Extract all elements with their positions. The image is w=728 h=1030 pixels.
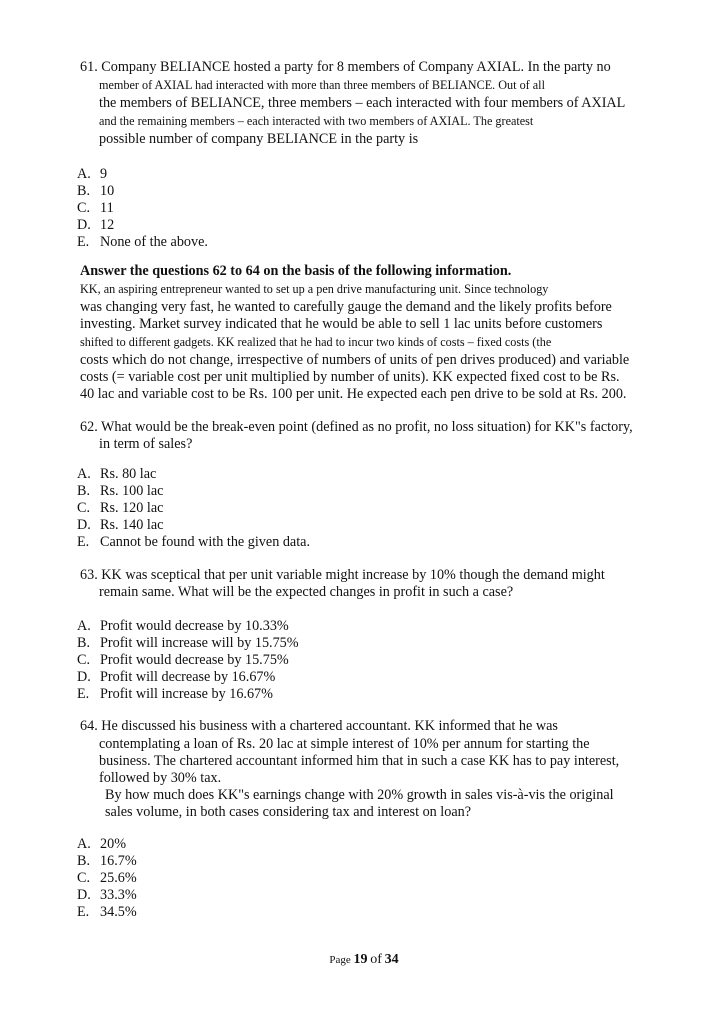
option-text: 34.5% xyxy=(100,904,137,920)
option-letter: C. xyxy=(77,652,91,668)
info-line-4: shifted to different gadgets. KK realized that he had to incur two kinds of costs – fixed costs (the xyxy=(80,335,552,349)
option-text: 12 xyxy=(100,217,115,233)
option-text: Profit will decrease by 16.67% xyxy=(100,669,276,685)
question-64-line-6: sales volume, in both cases considering tax and interest on loan? xyxy=(105,804,472,820)
option-text: Profit would decrease by 15.75% xyxy=(100,652,289,668)
option-text: Rs. 80 lac xyxy=(100,466,157,482)
option-text: Rs. 120 lac xyxy=(100,500,164,516)
option-letter: D. xyxy=(77,887,91,903)
option-text: Rs. 100 lac xyxy=(100,483,164,499)
question-61-line-3: the members of BELIANCE, three members – each interacted with four members of AXIAL xyxy=(99,95,626,111)
option-text: 10 xyxy=(100,183,115,199)
option-letter: C. xyxy=(77,500,91,516)
question-64-line-1: 64. He discussed his business with a chartered accountant. KK informed that he was xyxy=(80,718,558,734)
info-heading: Answer the questions 62 to 64 on the basis of the following information. xyxy=(80,263,512,279)
option-letter: A. xyxy=(77,836,91,852)
option-text: 16.7% xyxy=(100,853,137,869)
info-line-2: was changing very fast, he wanted to carefully gauge the demand and the likely profits before xyxy=(80,299,612,315)
option-text: Rs. 140 lac xyxy=(100,517,164,533)
option-letter: E. xyxy=(77,904,90,920)
question-61-line-2: member of AXIAL had interacted with more than three members of BELIANCE. Out of all xyxy=(99,78,545,92)
option-letter: D. xyxy=(77,517,91,533)
of-label: of xyxy=(370,952,382,967)
option-letter: B. xyxy=(77,183,91,199)
option-letter: A. xyxy=(77,618,91,634)
question-64-line-5: By how much does KK"s earnings change with 20% growth in sales vis-à-vis the original xyxy=(105,787,614,803)
option-letter: A. xyxy=(77,466,91,482)
info-line-7: 40 lac and variable cost to be Rs. 100 per unit. He expected each pen drive to be sold at Rs. 200. xyxy=(80,386,627,402)
info-line-3: investing. Market survey indicated that he would be able to sell 1 lac units before customers xyxy=(80,316,603,332)
info-line-6: costs (= variable cost per unit multiplied by number of units). KK expected fixed cost to be Rs. xyxy=(80,369,620,385)
option-text: 25.6% xyxy=(100,870,137,886)
question-64-line-4: followed by 30% tax. xyxy=(99,770,222,786)
option-letter: C. xyxy=(77,200,91,216)
option-letter: C. xyxy=(77,870,91,886)
option-text: Profit will increase will by 15.75% xyxy=(100,635,299,651)
question-63-line-2: remain same. What will be the expected changes in profit in such a case? xyxy=(99,584,514,600)
option-letter: B. xyxy=(77,483,91,499)
option-letter: D. xyxy=(77,217,91,233)
info-line-5: costs which do not change, irrespective of numbers of units of pen drives produced) and variable xyxy=(80,352,630,368)
option-text: 33.3% xyxy=(100,887,137,903)
question-62-line-1: 62. What would be the break-even point (defined as no profit, no loss situation) for KK"s factory, xyxy=(80,419,633,435)
question-62-line-2: in term of sales? xyxy=(99,436,193,452)
option-letter: B. xyxy=(77,853,91,869)
option-letter: E. xyxy=(77,534,90,550)
option-letter: E. xyxy=(77,234,90,250)
page-label: Page xyxy=(329,954,351,966)
option-letter: E. xyxy=(77,686,90,702)
question-63-line-1: 63. KK was sceptical that per unit variable might increase by 10% though the demand might xyxy=(80,567,605,583)
option-text: Cannot be found with the given data. xyxy=(100,534,311,550)
question-64-line-3: business. The chartered accountant informed him that in such a case KK has to pay interest, xyxy=(99,753,620,769)
option-text: 11 xyxy=(100,200,114,216)
question-64-line-2: contemplating a loan of Rs. 20 lac at simple interest of 10% per annum for starting the xyxy=(99,736,590,752)
question-61-line-1: 61. Company BELIANCE hosted a party for 8 members of Company AXIAL. In the party no xyxy=(80,59,611,75)
option-text: None of the above. xyxy=(100,234,208,250)
option-letter: A. xyxy=(77,166,91,182)
option-text: Profit would decrease by 10.33% xyxy=(100,618,289,634)
question-61-line-5: possible number of company BELIANCE in the party is xyxy=(99,131,419,147)
option-letter: B. xyxy=(77,635,91,651)
total-pages: 34 xyxy=(384,952,399,967)
page-footer xyxy=(0,952,728,968)
page-number: 19 xyxy=(353,952,368,967)
option-text: Profit will increase by 16.67% xyxy=(100,686,273,702)
option-letter: D. xyxy=(77,669,91,685)
option-text: 20% xyxy=(100,836,127,852)
info-line-1: KK, an aspiring entrepreneur wanted to set up a pen drive manufacturing unit. Since technology xyxy=(80,282,549,296)
option-text: 9 xyxy=(100,166,108,182)
question-61-line-4: and the remaining members – each interacted with two members of AXIAL. The greatest xyxy=(99,114,534,128)
